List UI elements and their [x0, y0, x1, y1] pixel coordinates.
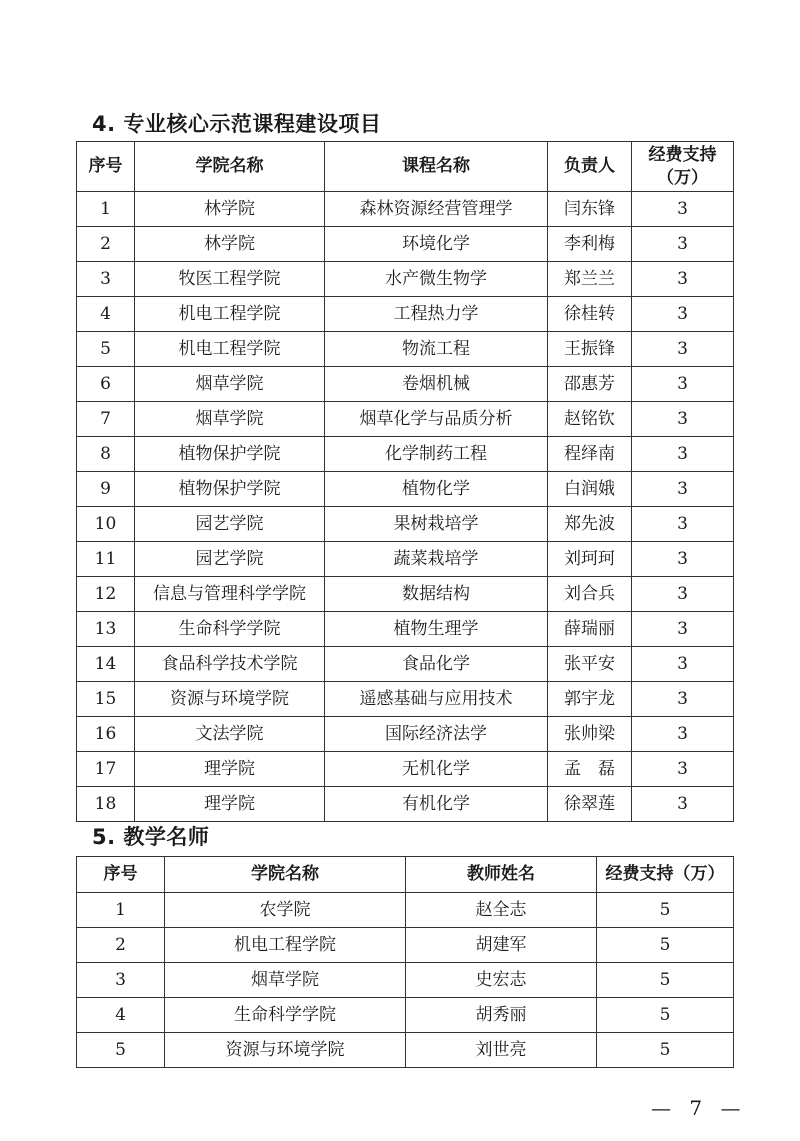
table-header-row: [77, 857, 734, 893]
cell-course: 无机化学: [325, 752, 548, 787]
cell-index: 2: [77, 928, 165, 963]
cell-index: 4: [77, 998, 165, 1033]
cell-course: 烟草化学与品质分析: [325, 402, 548, 437]
cell-college: 文法学院: [135, 717, 325, 752]
cell-lead: 李利梅: [548, 227, 632, 262]
cell-college: 林学院: [135, 192, 325, 227]
cell-index: 3: [77, 262, 135, 297]
table-row: [77, 612, 734, 647]
cell-budget: 3: [632, 332, 734, 367]
cell-lead: 赵铭钦: [548, 402, 632, 437]
cell-college: 资源与环境学院: [135, 682, 325, 717]
cell-course: 水产微生物学: [325, 262, 548, 297]
cell-index: 13: [77, 612, 135, 647]
cell-college: 农学院: [165, 893, 406, 928]
cell-budget: 3: [632, 297, 734, 332]
header-budget-line2: （万）: [657, 167, 708, 188]
cell-budget: 3: [632, 472, 734, 507]
cell-budget: 3: [632, 577, 734, 612]
cell-budget: 3: [632, 647, 734, 682]
cell-college: 烟草学院: [135, 402, 325, 437]
cell-budget: 3: [632, 752, 734, 787]
cell-index: 5: [77, 332, 135, 367]
header-teacher: 教师姓名: [406, 857, 597, 893]
cell-lead: 郑先波: [548, 507, 632, 542]
table-row: [77, 262, 734, 297]
cell-lead: 孟 磊: [548, 752, 632, 787]
cell-course: 化学制药工程: [325, 437, 548, 472]
table-row: [77, 752, 734, 787]
cell-index: 15: [77, 682, 135, 717]
cell-budget: 5: [597, 963, 734, 998]
cell-index: 3: [77, 963, 165, 998]
cell-index: 9: [77, 472, 135, 507]
table-row: [77, 297, 734, 332]
cell-college: 园艺学院: [135, 542, 325, 577]
table-row: [77, 402, 734, 437]
cell-course: 物流工程: [325, 332, 548, 367]
table-row: [77, 928, 734, 963]
cell-lead: 郑兰兰: [548, 262, 632, 297]
header-college: 学院名称: [165, 857, 406, 893]
cell-budget: 3: [632, 612, 734, 647]
cell-lead: 张平安: [548, 647, 632, 682]
cell-budget: 3: [632, 542, 734, 577]
table-row: [77, 367, 734, 402]
cell-lead: 程绎南: [548, 437, 632, 472]
cell-college: 食品科学技术学院: [135, 647, 325, 682]
page-number: — 7 —: [651, 1096, 747, 1120]
cell-teacher: 史宏志: [406, 963, 597, 998]
cell-college: 植物保护学院: [135, 472, 325, 507]
cell-budget: 5: [597, 928, 734, 963]
cell-college: 机电工程学院: [135, 332, 325, 367]
table-row: [77, 998, 734, 1033]
cell-index: 2: [77, 227, 135, 262]
cell-college: 林学院: [135, 227, 325, 262]
cell-index: 1: [77, 192, 135, 227]
cell-index: 6: [77, 367, 135, 402]
cell-course: 数据结构: [325, 577, 548, 612]
cell-index: 4: [77, 297, 135, 332]
cell-course: 环境化学: [325, 227, 548, 262]
cell-budget: 3: [632, 192, 734, 227]
cell-college: 资源与环境学院: [165, 1033, 406, 1068]
table-row: [77, 787, 734, 822]
table-header-row: [77, 142, 734, 192]
cell-lead: 刘合兵: [548, 577, 632, 612]
cell-index: 12: [77, 577, 135, 612]
cell-college: 信息与管理科学学院: [135, 577, 325, 612]
cell-lead: 徐桂转: [548, 297, 632, 332]
core-course-table: [76, 141, 734, 822]
cell-index: 14: [77, 647, 135, 682]
cell-budget: 3: [632, 437, 734, 472]
cell-budget: 3: [632, 262, 734, 297]
cell-lead: 邵惠芳: [548, 367, 632, 402]
cell-college: 机电工程学院: [135, 297, 325, 332]
cell-teacher: 胡秀丽: [406, 998, 597, 1033]
cell-course: 果树栽培学: [325, 507, 548, 542]
cell-budget: 3: [632, 227, 734, 262]
cell-college: 理学院: [135, 752, 325, 787]
table-row: [77, 682, 734, 717]
table-row: [77, 332, 734, 367]
cell-lead: 薛瑞丽: [548, 612, 632, 647]
header-index: 序号: [77, 142, 135, 192]
cell-index: 1: [77, 893, 165, 928]
cell-budget: 3: [632, 682, 734, 717]
cell-lead: 王振锋: [548, 332, 632, 367]
cell-budget: 3: [632, 367, 734, 402]
header-college: 学院名称: [135, 142, 325, 192]
cell-index: 11: [77, 542, 135, 577]
table-row: [77, 1033, 734, 1068]
cell-budget: 3: [632, 402, 734, 437]
table-row: [77, 647, 734, 682]
cell-course: 植物化学: [325, 472, 548, 507]
table-row: [77, 472, 734, 507]
cell-lead: 张帅梁: [548, 717, 632, 752]
cell-index: 17: [77, 752, 135, 787]
cell-teacher: 刘世亮: [406, 1033, 597, 1068]
cell-college: 植物保护学院: [135, 437, 325, 472]
cell-lead: 郭宇龙: [548, 682, 632, 717]
cell-college: 生命科学学院: [165, 998, 406, 1033]
cell-index: 10: [77, 507, 135, 542]
header-course: 课程名称: [325, 142, 548, 192]
cell-college: 生命科学学院: [135, 612, 325, 647]
cell-teacher: 胡建军: [406, 928, 597, 963]
section-4-title: 4. 专业核心示范课程建设项目: [92, 112, 382, 136]
cell-index: 16: [77, 717, 135, 752]
cell-course: 蔬菜栽培学: [325, 542, 548, 577]
table-row: [77, 227, 734, 262]
cell-lead: 刘珂珂: [548, 542, 632, 577]
cell-budget: 3: [632, 717, 734, 752]
table-row: [77, 507, 734, 542]
header-lead: 负责人: [548, 142, 632, 192]
table-row: [77, 577, 734, 612]
cell-course: 有机化学: [325, 787, 548, 822]
cell-index: 8: [77, 437, 135, 472]
header-budget: [632, 142, 734, 192]
header-index: 序号: [77, 857, 165, 893]
cell-course: 国际经济法学: [325, 717, 548, 752]
cell-index: 7: [77, 402, 135, 437]
table-row: [77, 717, 734, 752]
cell-college: 园艺学院: [135, 507, 325, 542]
cell-college: 烟草学院: [165, 963, 406, 998]
cell-lead: 徐翠莲: [548, 787, 632, 822]
cell-index: 18: [77, 787, 135, 822]
section-5-title: 5. 教学名师: [92, 825, 210, 849]
cell-index: 5: [77, 1033, 165, 1068]
cell-course: 森林资源经营管理学: [325, 192, 548, 227]
cell-course: 植物生理学: [325, 612, 548, 647]
table-row: [77, 437, 734, 472]
cell-college: 烟草学院: [135, 367, 325, 402]
teaching-master-table: [76, 856, 734, 1068]
cell-course: 卷烟机械: [325, 367, 548, 402]
cell-college: 理学院: [135, 787, 325, 822]
cell-course: 工程热力学: [325, 297, 548, 332]
header-budget-line1: 经费支持: [648, 145, 717, 166]
cell-lead: 白润娥: [548, 472, 632, 507]
cell-college: 机电工程学院: [165, 928, 406, 963]
cell-lead: 闫东锋: [548, 192, 632, 227]
table-row: [77, 963, 734, 998]
cell-budget: 5: [597, 998, 734, 1033]
cell-teacher: 赵全志: [406, 893, 597, 928]
cell-course: 遥感基础与应用技术: [325, 682, 548, 717]
table-row: [77, 542, 734, 577]
cell-course: 食品化学: [325, 647, 548, 682]
header-budget: 经费支持（万）: [597, 857, 734, 893]
table-row: [77, 192, 734, 227]
cell-budget: 5: [597, 1033, 734, 1068]
cell-budget: 3: [632, 507, 734, 542]
cell-budget: 5: [597, 893, 734, 928]
cell-budget: 3: [632, 787, 734, 822]
table-row: [77, 893, 734, 928]
cell-college: 牧医工程学院: [135, 262, 325, 297]
